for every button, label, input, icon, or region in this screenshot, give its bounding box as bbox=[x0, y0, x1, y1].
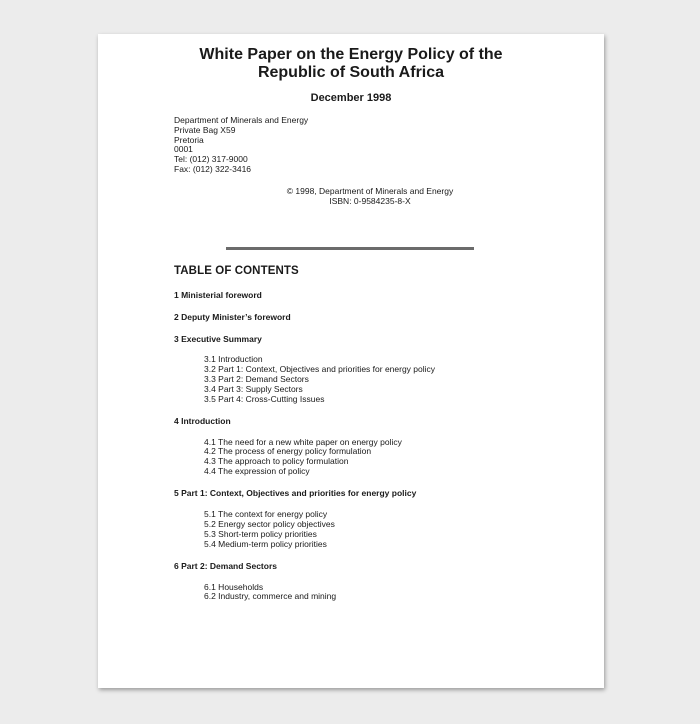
toc-subsection: 5.2 Energy sector policy objectives bbox=[204, 518, 335, 529]
divider-rule bbox=[226, 247, 474, 250]
toc-subsection: 6.1 Households bbox=[204, 581, 264, 592]
toc-section-title: 6 Part 2: Demand Sectors bbox=[174, 560, 277, 571]
address-line: Department of Minerals and Energy bbox=[174, 115, 309, 125]
address-line: Pretoria bbox=[174, 134, 204, 145]
toc-section-title: 4 Introduction bbox=[174, 415, 231, 426]
document-title bbox=[98, 46, 604, 82]
toc-heading: TABLE OF CONTENTS bbox=[174, 265, 299, 277]
toc-subsection: 4.2 The process of energy policy formulation bbox=[204, 446, 372, 457]
toc-subsection-list bbox=[204, 583, 574, 603]
toc-subsection: 5.4 Medium-term policy priorities bbox=[204, 538, 327, 549]
address-block bbox=[174, 116, 308, 175]
toc-subsection: 4.1 The need for a new white paper on energy policy bbox=[204, 436, 402, 447]
toc-subsection: 3.5 Part 4: Cross-Cutting Issues bbox=[204, 393, 325, 404]
toc-subsection-list bbox=[204, 355, 574, 404]
document-page bbox=[98, 34, 604, 688]
toc-subsection: 3.4 Part 3: Supply Sectors bbox=[204, 383, 303, 394]
copyright-notice: © 1998, Department of Minerals and Energy bbox=[286, 186, 454, 196]
address-line: Tel: (012) 317-9000 bbox=[174, 154, 248, 165]
copyright-block bbox=[258, 187, 482, 207]
toc-subsection: 5.3 Short-term policy priorities bbox=[204, 528, 317, 539]
toc-subsection-list bbox=[204, 510, 574, 549]
toc-subsection-list bbox=[204, 438, 574, 477]
toc-subsection: 3.2 Part 1: Context, Objectives and priorities for energy policy bbox=[204, 364, 436, 375]
address-line: 0001 bbox=[174, 144, 193, 155]
title-line-1: White Paper on the Energy Policy of the bbox=[199, 46, 503, 63]
toc-section-title: 2 Deputy Minister’s foreword bbox=[174, 311, 291, 322]
address-line: Fax: (012) 322-3416 bbox=[174, 163, 252, 174]
title-line-2: Republic of South Africa bbox=[257, 64, 445, 81]
document-date: December 1998 bbox=[310, 92, 392, 104]
toc-subsection: 5.1 The context for energy policy bbox=[204, 509, 328, 520]
toc-subsection: 6.2 Industry, commerce and mining bbox=[204, 591, 337, 602]
toc-subsection: 3.3 Part 2: Demand Sectors bbox=[204, 373, 309, 384]
toc-section-title: 5 Part 1: Context, Objectives and priorities for energy policy bbox=[174, 488, 417, 499]
isbn: ISBN: 0-9584235-8-X bbox=[329, 195, 411, 206]
table-of-contents bbox=[174, 290, 574, 602]
address-line: Private Bag X59 bbox=[174, 124, 236, 135]
toc-section-title: 1 Ministerial foreword bbox=[174, 290, 262, 300]
toc-section-title: 3 Executive Summary bbox=[174, 333, 262, 344]
toc-subsection: 3.1 Introduction bbox=[204, 354, 263, 365]
toc-subsection: 4.4 The expression of policy bbox=[204, 466, 310, 477]
toc-subsection: 4.3 The approach to policy formulation bbox=[204, 456, 349, 467]
